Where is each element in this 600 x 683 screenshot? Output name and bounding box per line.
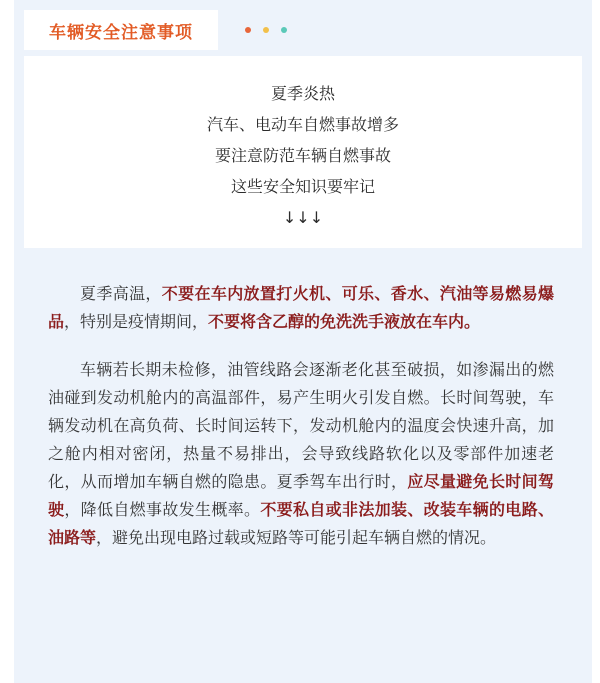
highlight-text: 不要私自或非法加装、改装车辆的电路、油路等 bbox=[48, 500, 554, 547]
paragraph-2 bbox=[48, 356, 554, 552]
highlight-text: 不要将含乙醇的免洗洗手液放在车内。 bbox=[208, 312, 481, 331]
intro-line: 这些安全知识要牢记 bbox=[230, 177, 375, 196]
intro-line: 夏季炎热 bbox=[270, 84, 335, 103]
paragraph-text: 车辆若长期未检修，油管线路会逐渐老化甚至破损，如渗漏出的燃油碰到发动机舱内的高温部件，易产生明火引发自燃。长时间驾驶，车辆发动机在高负荷、长时间运转下，发动机舱内的温度会快速升高，加之舱内相对密闭，热量不易排出，会导致线路软化以及零部件加速老化，从而增加车辆自燃的隐患。夏季驾车出行时， bbox=[48, 360, 554, 491]
yellow-dot-icon bbox=[263, 27, 269, 33]
paragraph-text: ，降低自燃事故发生概率。 bbox=[64, 500, 261, 519]
paragraph-text: ，避免出现电路过载或短路等可能引起车辆自燃的情况。 bbox=[96, 528, 497, 547]
intro-line: 汽车、电动车自燃事故增多 bbox=[206, 115, 399, 134]
teal-dot-icon bbox=[281, 27, 287, 33]
paragraph-1 bbox=[48, 280, 554, 336]
paragraph-text: 夏季高温， bbox=[80, 284, 162, 303]
intro-line: 要注意防范车辆自燃事故 bbox=[214, 146, 391, 165]
down-arrows-icon: ↓↓↓ bbox=[282, 208, 324, 227]
header-row bbox=[14, 0, 592, 56]
article-body bbox=[48, 280, 554, 552]
decorative-dots bbox=[245, 27, 287, 33]
orange-dot-icon bbox=[245, 27, 251, 33]
highlight-text: 应尽量避免长时间驾驶 bbox=[48, 472, 554, 519]
intro-box bbox=[24, 56, 582, 248]
highlight-text: 不要在车内放置打火机、可乐、香水、汽油等易燃易爆品 bbox=[48, 284, 554, 331]
paragraph-text: ，特别是疫情期间， bbox=[64, 312, 209, 331]
title-tab bbox=[24, 10, 218, 50]
page-title: 车辆安全注意事项 bbox=[49, 22, 193, 43]
